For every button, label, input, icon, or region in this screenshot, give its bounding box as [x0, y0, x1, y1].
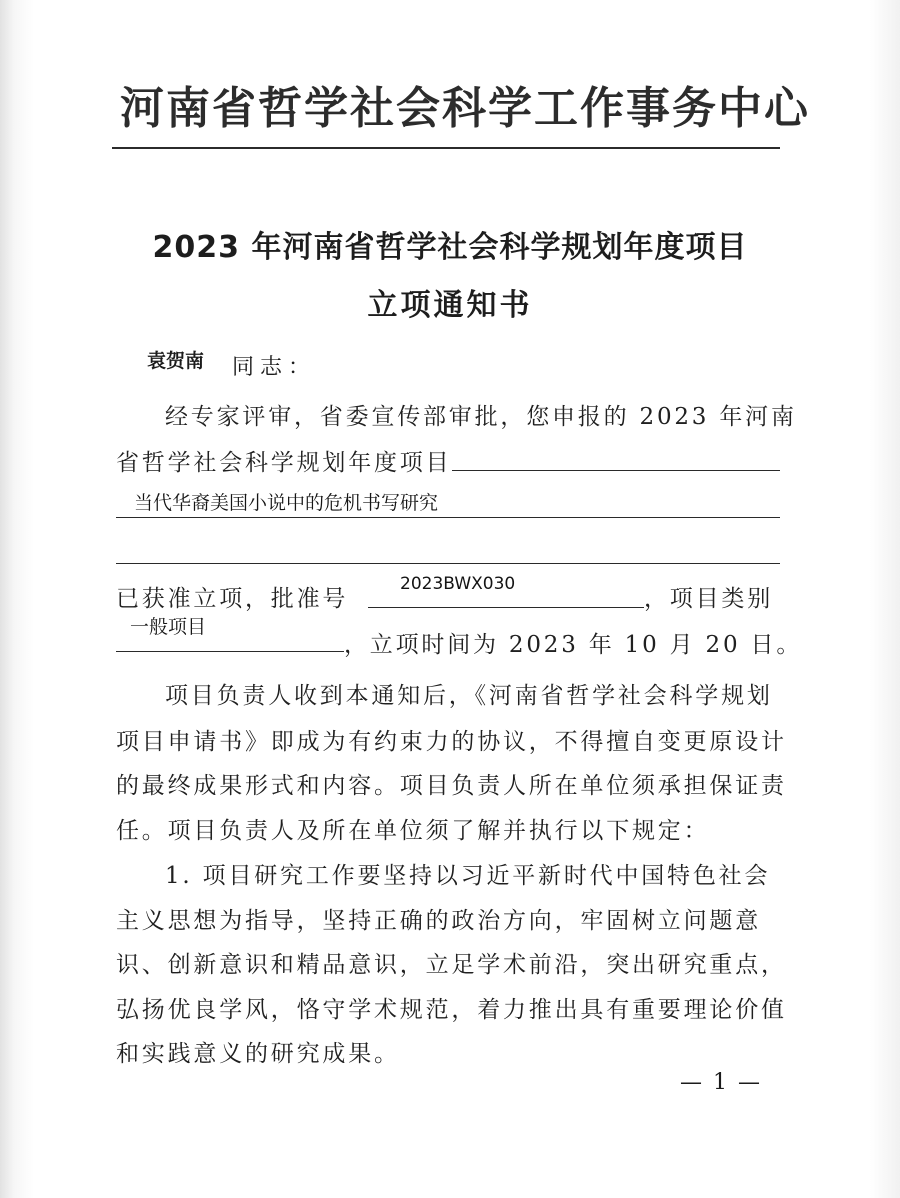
underline-project-title [116, 517, 780, 518]
document-title-line1: 2023 年河南省哲学社会科学规划年度项目 [152, 230, 748, 265]
rule1-line5: 和实践意义的研究成果。 [116, 1041, 400, 1067]
category-label: ，项目类别 [644, 586, 773, 612]
document-title-line2: 立项通知书 [367, 288, 533, 323]
salutation-suffix: 同志： [232, 355, 317, 380]
paragraph2-line3: 的最终成果形式和内容。项目负责人所在单位须承担保证责 [116, 773, 787, 799]
paragraph2-line1: 项目负责人收到本通知后，《河南省哲学社会科学规划 [165, 683, 773, 709]
underline-approval-number [368, 607, 644, 608]
project-category: 一般项目 [130, 616, 207, 638]
rule1-line2: 主义思想为指导，坚持正确的政治方向，牢固树立问题意 [116, 908, 761, 934]
rule1-line1: 1. 项目研究工作要坚持以习近平新时代中国特色社会 [165, 863, 771, 889]
paragraph2-line2: 项目申请书》即成为有约束力的协议，不得擅自变更原设计 [116, 729, 787, 755]
letterhead-organization: 河南省哲学社会科学工作事务中心 [120, 83, 810, 134]
letterhead-rule [112, 147, 780, 149]
page-number: — 1 — [680, 1070, 762, 1095]
approval-date: ，立项时间为 2023 年 10 月 20 日。 [344, 632, 803, 658]
approval-number: 2023BWX030 [400, 574, 516, 594]
paragraph1-line1: 经专家评审，省委宣传部审批，您申报的 2023 年河南 [165, 404, 797, 430]
underline-project-category [116, 651, 344, 652]
rule1-line3: 识、创新意识和精品意识，立足学术前沿，突出研究重点， [116, 952, 787, 978]
project-title: 当代华裔美国小说中的危机书写研究 [134, 492, 439, 514]
paragraph2-line4: 任。项目负责人及所在单位须了解并执行以下规定： [116, 818, 710, 844]
underline-project-title-tail [452, 470, 780, 471]
recipient-name: 袁贺南 [147, 350, 205, 372]
underline-blank-line [116, 563, 780, 564]
paragraph1-line2: 省哲学社会科学规划年度项目 [116, 450, 452, 476]
approved-prefix: 已获准立项，批准号 [116, 586, 349, 612]
rule1-line4: 弘扬优良学风，恪守学术规范，着力推出具有重要理论价值 [116, 997, 787, 1023]
